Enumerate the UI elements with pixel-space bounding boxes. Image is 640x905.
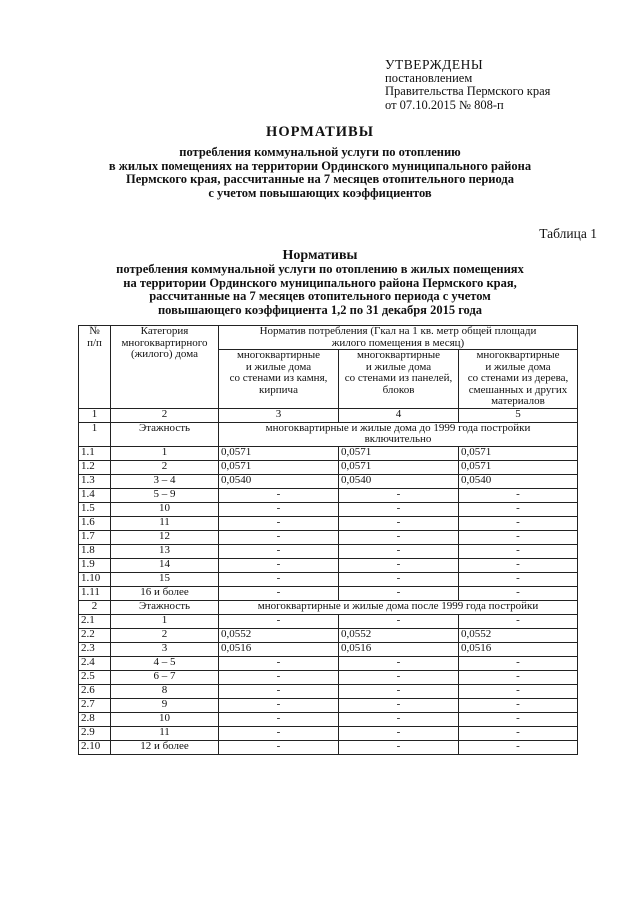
row-number: 1.11 bbox=[79, 586, 111, 600]
table-row bbox=[79, 446, 578, 460]
value-panel: 0,0516 bbox=[339, 642, 459, 656]
row-number: 1.9 bbox=[79, 558, 111, 572]
row-number: 1.5 bbox=[79, 502, 111, 516]
value-wood: - bbox=[459, 740, 578, 754]
table-row bbox=[79, 530, 578, 544]
row-number: 2.6 bbox=[79, 684, 111, 698]
value-wood: - bbox=[459, 516, 578, 530]
value-stone: - bbox=[219, 502, 339, 516]
value-panel: - bbox=[339, 572, 459, 586]
value-stone: 0,0540 bbox=[219, 474, 339, 488]
table-row bbox=[79, 628, 578, 642]
value-wood: - bbox=[459, 558, 578, 572]
table-label: Таблица 1 bbox=[539, 226, 597, 241]
value-stone: - bbox=[219, 712, 339, 726]
table-row bbox=[79, 474, 578, 488]
section-description: многоквартирные и жилые дома до 1999 года постройки включительно bbox=[219, 422, 578, 446]
value-panel: 0,0571 bbox=[339, 446, 459, 460]
row-category: 1 bbox=[111, 446, 219, 460]
value-wood: - bbox=[459, 684, 578, 698]
table-row bbox=[79, 488, 578, 502]
value-stone: - bbox=[219, 586, 339, 600]
table-row bbox=[79, 516, 578, 530]
header-category: Категория многоквартирного (жилого) дома bbox=[111, 326, 219, 409]
section-label: Этажность bbox=[111, 422, 219, 446]
index-cell: 1 bbox=[79, 408, 111, 422]
subtitle-line: в жилых помещениях на территории Ординского муниципального района bbox=[108, 158, 532, 173]
document-title: НОРМАТИВЫ bbox=[266, 124, 374, 140]
row-category: 16 и более bbox=[111, 586, 219, 600]
row-category: 4 – 5 bbox=[111, 656, 219, 670]
table-subtitle bbox=[0, 263, 640, 317]
value-wood: - bbox=[459, 698, 578, 712]
approval-title: УТВЕРЖДЕНЫ bbox=[385, 57, 484, 72]
value-wood: - bbox=[459, 656, 578, 670]
norms-table bbox=[78, 325, 578, 755]
value-panel: - bbox=[339, 684, 459, 698]
row-category: 2 bbox=[111, 460, 219, 474]
value-wood: - bbox=[459, 488, 578, 502]
value-stone: - bbox=[219, 516, 339, 530]
value-panel: - bbox=[339, 740, 459, 754]
index-cell: 5 bbox=[459, 408, 578, 422]
document-subtitle bbox=[0, 146, 640, 200]
value-stone: - bbox=[219, 488, 339, 502]
value-wood: - bbox=[459, 572, 578, 586]
value-wood: 0,0571 bbox=[459, 446, 578, 460]
value-wood: - bbox=[459, 726, 578, 740]
value-stone: - bbox=[219, 614, 339, 628]
row-number: 1.2 bbox=[79, 460, 111, 474]
value-stone: - bbox=[219, 656, 339, 670]
approval-line: Правительства Пермского края bbox=[385, 84, 551, 98]
row-number: 1.6 bbox=[79, 516, 111, 530]
value-stone: - bbox=[219, 684, 339, 698]
table-row bbox=[79, 656, 578, 670]
section-row bbox=[79, 600, 578, 614]
row-number: 1.7 bbox=[79, 530, 111, 544]
value-stone: - bbox=[219, 558, 339, 572]
row-category: 2 bbox=[111, 628, 219, 642]
row-number: 1.1 bbox=[79, 446, 111, 460]
row-category: 6 – 7 bbox=[111, 670, 219, 684]
row-number: 2.8 bbox=[79, 712, 111, 726]
table-row bbox=[79, 558, 578, 572]
subtitle-line: Пермского края, рассчитанные на 7 месяцев отопительного периода bbox=[126, 172, 514, 186]
table-row bbox=[79, 726, 578, 740]
value-wood: 0,0516 bbox=[459, 642, 578, 656]
row-number: 2.2 bbox=[79, 628, 111, 642]
value-panel: - bbox=[339, 670, 459, 684]
row-number: 2.10 bbox=[79, 740, 111, 754]
value-stone: - bbox=[219, 740, 339, 754]
row-category: 1 bbox=[111, 614, 219, 628]
row-category: 14 bbox=[111, 558, 219, 572]
table-row bbox=[79, 684, 578, 698]
table-row bbox=[79, 712, 578, 726]
row-category: 15 bbox=[111, 572, 219, 586]
value-wood: - bbox=[459, 586, 578, 600]
row-category: 3 bbox=[111, 642, 219, 656]
index-cell: 3 bbox=[219, 408, 339, 422]
value-panel: - bbox=[339, 558, 459, 572]
row-category: 12 bbox=[111, 530, 219, 544]
subtitle-line: с учетом повышающих коэффициентов bbox=[208, 185, 432, 200]
value-stone: 0,0552 bbox=[219, 628, 339, 642]
section-row bbox=[79, 422, 578, 446]
value-stone: - bbox=[219, 698, 339, 712]
row-category: 5 – 9 bbox=[111, 488, 219, 502]
value-panel: - bbox=[339, 502, 459, 516]
value-panel: - bbox=[339, 614, 459, 628]
value-stone: - bbox=[219, 726, 339, 740]
header-norm: Норматив потребления (Гкал на 1 кв. метр общей площади жилого помещения в месяц) bbox=[219, 326, 578, 350]
value-wood: - bbox=[459, 614, 578, 628]
row-number: 1.4 bbox=[79, 488, 111, 502]
header-panel: многоквартирные и жилые дома со стенами из панелей, блоков bbox=[339, 350, 459, 409]
subtitle-line: потребления коммунальной услуги по отоплению в жилых помещениях bbox=[116, 262, 524, 276]
value-wood: - bbox=[459, 712, 578, 726]
table-row bbox=[79, 670, 578, 684]
row-number: 2.4 bbox=[79, 656, 111, 670]
row-category: 9 bbox=[111, 698, 219, 712]
header-no: № п/п bbox=[79, 326, 111, 409]
table-title: Нормативы bbox=[282, 248, 358, 263]
row-category: 3 – 4 bbox=[111, 474, 219, 488]
row-number: 2.1 bbox=[79, 614, 111, 628]
value-panel: - bbox=[339, 586, 459, 600]
value-panel: - bbox=[339, 544, 459, 558]
value-wood: - bbox=[459, 544, 578, 558]
index-cell: 4 bbox=[339, 408, 459, 422]
section-no: 2 bbox=[79, 600, 111, 614]
value-wood: 0,0552 bbox=[459, 628, 578, 642]
subtitle-line: повышающего коэффициента 1,2 по 31 декабря 2015 года bbox=[157, 302, 483, 317]
row-category: 12 и более bbox=[111, 740, 219, 754]
value-panel: - bbox=[339, 516, 459, 530]
value-panel: - bbox=[339, 712, 459, 726]
value-panel: - bbox=[339, 726, 459, 740]
row-category: 13 bbox=[111, 544, 219, 558]
subtitle-line: рассчитанные на 7 месяцев отопительного периода с учетом bbox=[149, 289, 491, 303]
table-row bbox=[79, 460, 578, 474]
row-number: 2.3 bbox=[79, 642, 111, 656]
value-stone: - bbox=[219, 530, 339, 544]
table-header-row bbox=[79, 326, 578, 350]
value-stone: - bbox=[219, 670, 339, 684]
table-row bbox=[79, 740, 578, 754]
value-panel: - bbox=[339, 698, 459, 712]
table-row bbox=[79, 642, 578, 656]
row-category: 10 bbox=[111, 712, 219, 726]
value-panel: 0,0540 bbox=[339, 474, 459, 488]
row-number: 2.5 bbox=[79, 670, 111, 684]
row-number: 2.9 bbox=[79, 726, 111, 740]
table-row bbox=[79, 698, 578, 712]
section-description: многоквартирные и жилые дома после 1999 года постройки bbox=[219, 600, 578, 614]
value-panel: - bbox=[339, 488, 459, 502]
value-wood: - bbox=[459, 530, 578, 544]
value-panel: 0,0552 bbox=[339, 628, 459, 642]
value-stone: 0,0571 bbox=[219, 446, 339, 460]
row-category: 10 bbox=[111, 502, 219, 516]
value-stone: 0,0516 bbox=[219, 642, 339, 656]
approval-line: постановлением bbox=[385, 70, 473, 85]
subtitle-line: потребления коммунальной услуги по отоплению bbox=[179, 145, 461, 159]
value-wood: - bbox=[459, 502, 578, 516]
header-stone: многоквартирные и жилые дома со стенами из камня, кирпича bbox=[219, 350, 339, 409]
approval-stamp bbox=[385, 58, 550, 112]
row-number: 1.8 bbox=[79, 544, 111, 558]
value-wood: - bbox=[459, 670, 578, 684]
value-stone: 0,0571 bbox=[219, 460, 339, 474]
row-category: 11 bbox=[111, 516, 219, 530]
value-stone: - bbox=[219, 572, 339, 586]
value-panel: 0,0571 bbox=[339, 460, 459, 474]
header-wood: многоквартирные и жилые дома со стенами из дерева, смешанных и других материалов bbox=[459, 350, 578, 409]
value-panel: - bbox=[339, 530, 459, 544]
row-number: 2.7 bbox=[79, 698, 111, 712]
table-row bbox=[79, 586, 578, 600]
row-category: 8 bbox=[111, 684, 219, 698]
approval-line: от 07.10.2015 № 808-п bbox=[385, 97, 504, 112]
table-row bbox=[79, 502, 578, 516]
row-category: 11 bbox=[111, 726, 219, 740]
section-no: 1 bbox=[79, 422, 111, 446]
value-wood: 0,0571 bbox=[459, 460, 578, 474]
row-number: 1.10 bbox=[79, 572, 111, 586]
index-row bbox=[79, 408, 578, 422]
subtitle-line: на территории Ординского муниципального района Пермского края, bbox=[123, 275, 517, 290]
index-cell: 2 bbox=[111, 408, 219, 422]
value-stone: - bbox=[219, 544, 339, 558]
row-number: 1.3 bbox=[79, 474, 111, 488]
table-row bbox=[79, 544, 578, 558]
table-row bbox=[79, 614, 578, 628]
section-label: Этажность bbox=[111, 600, 219, 614]
value-panel: - bbox=[339, 656, 459, 670]
table-row bbox=[79, 572, 578, 586]
value-wood: 0,0540 bbox=[459, 474, 578, 488]
